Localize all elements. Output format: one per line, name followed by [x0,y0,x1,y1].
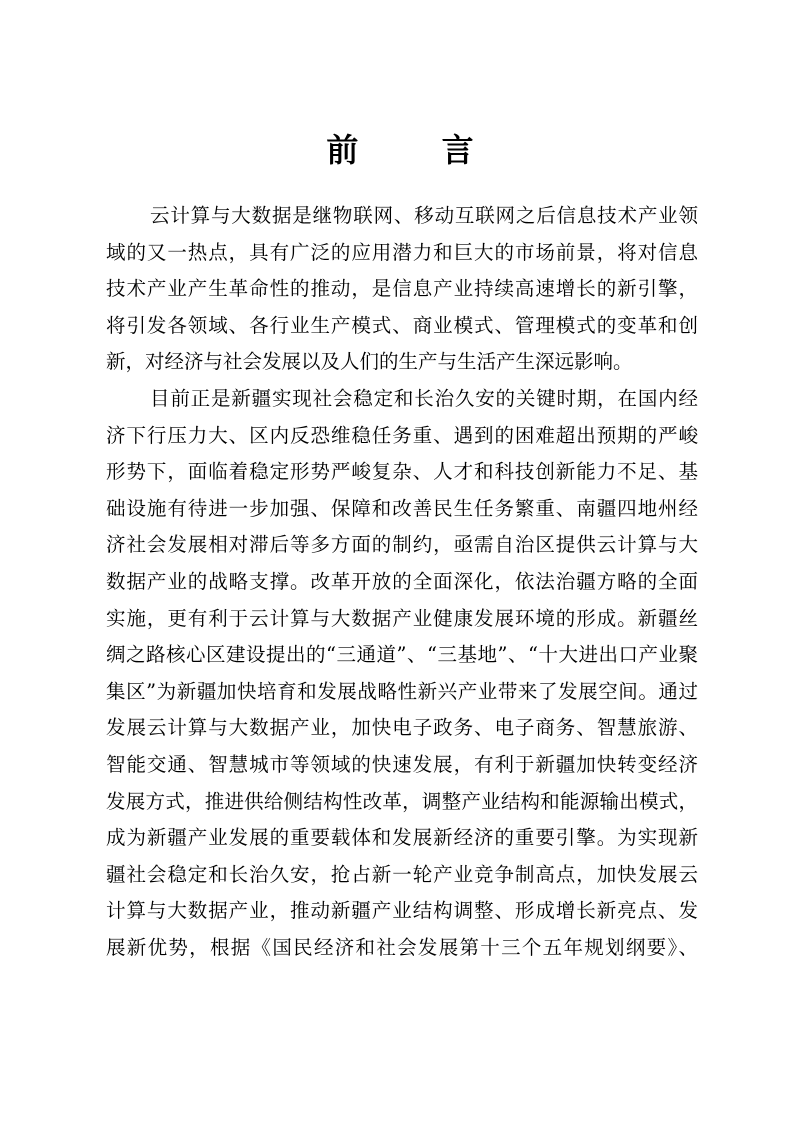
paragraph-1-line-1: 云计算与大数据是继物联网、移动互联网之后信息技术产业领 [150,204,698,227]
paragraph-2-line-4: 础设施有待进一步加强、保障和改善民生任务繁重、南疆四地州经 [106,496,698,520]
paragraph-2-line-2: 济下行压力大、区内反恐维稳任务重、遇到的困难超出预期的严峻 [106,423,698,447]
paragraph-2-line-5: 济社会发展相对滞后等多方面的制约，亟需自治区提供云计算与大 [106,533,698,557]
paragraph-2-line-1: 目前正是新疆实现社会稳定和长治久安的关键时期，在国内经 [150,386,698,410]
paragraph-2-line-9: 集区”为新疆加快培育和发展战略性新兴产业带来了发展空间。通过 [106,679,698,703]
paragraph-1-line-2: 域的又一热点，具有广泛的应用潜力和巨大的市场前景，将对信息 [106,240,698,264]
paragraph-1-line-3: 技术产业产生革命性的推动，是信息产业持续高速增长的新引擎， [106,277,698,301]
paragraph-2-line-12: 发展方式，推进供给侧结构性改革，调整产业结构和能源输出模式， [106,789,698,813]
paragraph-2-line-14: 疆社会稳定和长治久安，抢占新一轮产业竞争制高点，加快发展云 [106,862,698,886]
paragraph-2-line-11: 智能交通、智慧城市等领域的快速发展，有利于新疆加快转变经济 [106,752,698,776]
paragraph-2-line-8: 绸之路核心区建设提出的“三通道”、“三基地”、“十大进出口产业聚 [106,643,698,667]
paragraph-2-line-15: 计算与大数据产业，推动新疆产业结构调整、形成增长新亮点、发 [106,899,698,923]
paragraph-2-line-16: 展新优势，根据《国民经济和社会发展第十三个五年规划纲要》、 [106,935,698,959]
page-title: 前 言 [326,131,510,169]
paragraph-2-line-6: 数据产业的战略支撑。改革开放的全面深化，依法治疆方略的全面 [106,569,698,593]
body-text [106,198,698,966]
paragraph-2-line-10: 发展云计算与大数据产业，加快电子政务、电子商务、智慧旅游、 [106,716,698,740]
paragraph-1-line-5: 新，对经济与社会发展以及人们的生产与生活产生深远影响。 [106,350,633,374]
paragraph-1-line-4: 将引发各领域、各行业生产模式、商业模式、管理模式的变革和创 [106,313,698,337]
paragraph-2-line-13: 成为新疆产业发展的重要载体和发展新经济的重要引擎。为实现新 [106,826,698,850]
paragraph-2-line-3: 形势下，面临着稳定形势严峻复杂、人才和科技创新能力不足、基 [106,460,698,484]
paragraph-2-line-7: 实施，更有利于云计算与大数据产业健康发展环境的形成。新疆丝 [106,606,698,630]
